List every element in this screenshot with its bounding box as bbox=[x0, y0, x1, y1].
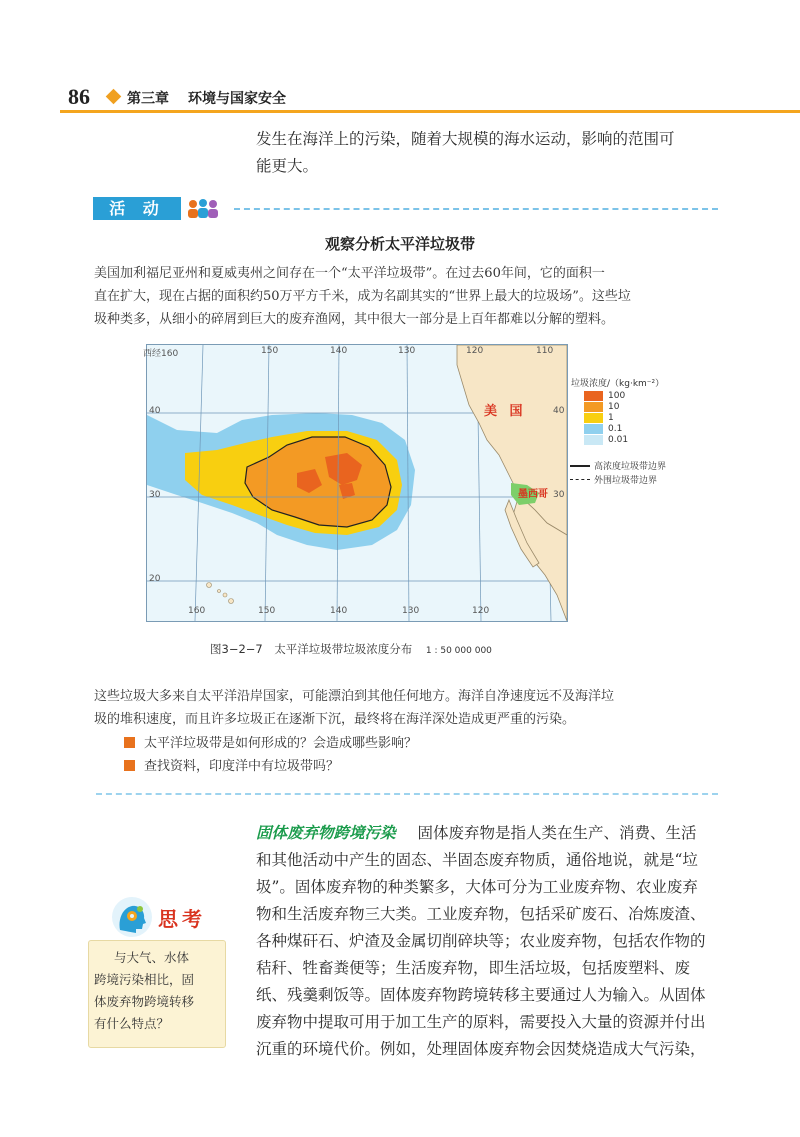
map-tick-bottom: 140 bbox=[330, 606, 348, 616]
legend-outer-border-label: 外围垃圾带边界 bbox=[594, 476, 658, 486]
legend-label: 1 bbox=[608, 413, 614, 423]
chapter-title: 环境与国家安全 bbox=[188, 91, 286, 107]
garbage-patch-map bbox=[146, 344, 568, 622]
bullet-square-icon bbox=[124, 760, 135, 771]
legend-swatch bbox=[584, 413, 603, 423]
question-2: 查找资料，印度洋中有垃圾带吗？ bbox=[144, 759, 340, 774]
legend-high-border-line bbox=[570, 465, 590, 467]
question-1: 太平洋垃圾带是如何形成的？会造成哪些影响？ bbox=[144, 736, 418, 751]
figure-caption bbox=[210, 641, 492, 657]
chapter-diamond-icon bbox=[106, 89, 122, 105]
section-heading: 固体废弃物跨境污染 bbox=[256, 824, 396, 842]
think-title: 思考 bbox=[158, 907, 206, 931]
section-line: 物和生活废弃物三大类。工业废弃物，包括采矿废石、冶炼废渣、 bbox=[256, 905, 706, 923]
header-rule bbox=[60, 110, 800, 113]
country-label-mexico: 墨西哥 bbox=[518, 489, 548, 500]
legend-swatch bbox=[584, 424, 603, 434]
legend-swatch bbox=[584, 391, 603, 401]
activity-para2-line-1: 这些垃圾大多来自太平洋沿岸国家，可能漂泊到其他任何地方。海洋自净速度远不及海洋垃 bbox=[94, 689, 615, 704]
map-graphic bbox=[147, 345, 567, 621]
section-line: 圾”。固体废弃物的种类繁多，大体可分为工业废弃物、农业废弃 bbox=[256, 878, 698, 896]
activity-label: 活 动 bbox=[93, 197, 181, 220]
activity-title: 观察分析太平洋垃圾带 bbox=[324, 235, 475, 253]
map-tick-top: 130 bbox=[398, 346, 416, 356]
figure-caption-text: 图3−2−7 太平洋垃圾带垃圾浓度分布 bbox=[210, 642, 413, 656]
map-tick-top: 120 bbox=[466, 346, 484, 356]
think-line: 与大气、水体 bbox=[114, 950, 190, 965]
intro-line-2: 能更大。 bbox=[256, 157, 319, 175]
legend-label: 10 bbox=[608, 402, 620, 412]
activity-para-line-1: 美国加利福尼亚州和夏威夷州之间存在一个“太平洋垃圾带”。在过去60年间，它的面积一 bbox=[94, 266, 605, 281]
intro-line-1: 发生在海洋上的污染，随着大规模的海水运动，影响的范围可 bbox=[256, 130, 675, 148]
section-line-1 bbox=[256, 820, 722, 847]
section-line-1-text: 固体废弃物是指人类在生产、消费、生活 bbox=[417, 824, 697, 842]
map-tick-top: 110 bbox=[536, 346, 554, 356]
map-tick-left: 40 bbox=[149, 406, 161, 416]
section-divider bbox=[96, 793, 718, 795]
section-line: 秸秆、牲畜粪便等；生活废弃物，即生活垃圾，包括废塑料、废 bbox=[256, 959, 691, 977]
map-tick-top: 西经160 bbox=[143, 349, 179, 359]
map-tick-left: 30 bbox=[149, 490, 161, 500]
activity-para-line-3: 圾种类多，从细小的碎屑到巨大的废弃渔网，其中很大一部分是上百年都难以分解的塑料。 bbox=[94, 312, 615, 327]
think-line: 有什么特点？ bbox=[94, 1016, 170, 1031]
think-line: 体废弃物跨境转移 bbox=[94, 994, 195, 1009]
legend-label: 0.1 bbox=[608, 424, 623, 434]
section-line: 各种煤矸石、炉渣及金属切削碎块等；农业废弃物，包括农作物的 bbox=[256, 932, 706, 950]
section-line: 废弃物中提取可用于加工生产的原料，需要投入大量的资源并付出 bbox=[256, 1013, 706, 1031]
legend-title: 垃圾浓度/（kg·km⁻²） bbox=[571, 379, 665, 389]
map-tick-bottom: 130 bbox=[402, 606, 420, 616]
map-tick-right: 40 bbox=[553, 406, 565, 416]
map-tick-bottom: 150 bbox=[258, 606, 276, 616]
activity-divider bbox=[234, 208, 718, 210]
map-tick-bottom: 120 bbox=[472, 606, 490, 616]
activity-para-line-2: 直在扩大，现在占据的面积约50万平方千米，成为名副其实的“世界上最大的垃圾场”。这些垃 bbox=[94, 289, 631, 304]
section-line: 沉重的环境代价。例如，处理固体废弃物会因焚烧造成大气污染， bbox=[256, 1040, 706, 1058]
activity-para2-line-2: 圾的堆积速度，而且许多垃圾正在逐渐下沉，最终将在海洋深处造成更严重的污染。 bbox=[94, 712, 576, 727]
country-label-usa: 美 国 bbox=[484, 404, 527, 419]
people-icon bbox=[186, 198, 220, 220]
section-line: 纸、残羹剩饭等。固体废弃物跨境转移主要通过人为输入。从固体 bbox=[256, 986, 706, 1004]
bullet-square-icon bbox=[124, 737, 135, 748]
map-tick-top: 140 bbox=[330, 346, 348, 356]
think-line: 跨境污染相比，固 bbox=[94, 972, 195, 987]
think-text bbox=[94, 947, 220, 1035]
legend-swatch bbox=[584, 435, 603, 445]
page-number: 86 bbox=[68, 84, 90, 109]
map-tick-right: 30 bbox=[553, 490, 565, 500]
section-line: 和其他活动中产生的固态、半固态废弃物质，通俗地说，就是“垃 bbox=[256, 851, 698, 869]
chapter-label: 第三章 bbox=[127, 91, 169, 107]
map-tick-bottom: 160 bbox=[188, 606, 206, 616]
legend-outer-border-line bbox=[570, 479, 590, 480]
legend-high-border-label: 高浓度垃圾带边界 bbox=[594, 462, 667, 472]
map-tick-top: 150 bbox=[261, 346, 279, 356]
figure-scale: 1 : 50 000 000 bbox=[425, 646, 492, 656]
legend-label: 100 bbox=[608, 391, 626, 401]
map-tick-left: 20 bbox=[149, 574, 161, 584]
head-gear-icon bbox=[110, 896, 154, 938]
legend-swatch bbox=[584, 402, 603, 412]
legend-label: 0.01 bbox=[608, 435, 629, 445]
